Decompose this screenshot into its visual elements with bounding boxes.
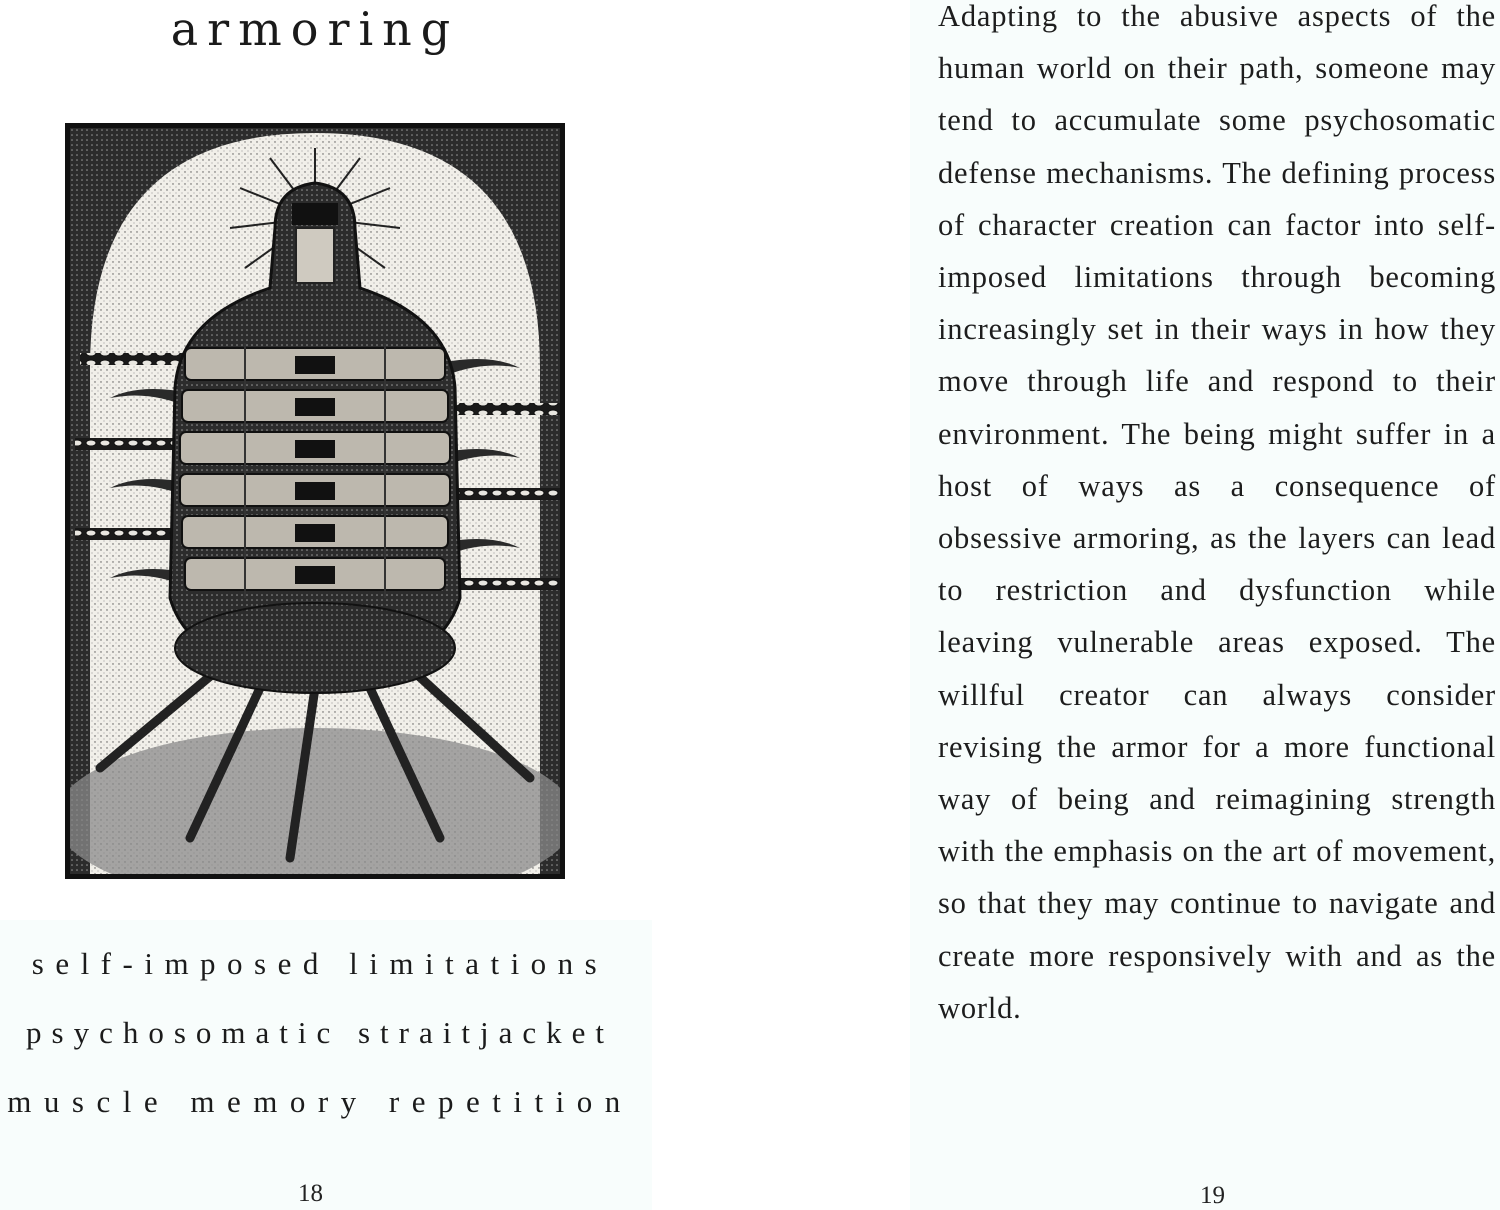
page-number: 19 (1200, 1182, 1225, 1209)
armor-illustration (65, 123, 565, 879)
keywords-panel (0, 920, 652, 1210)
card-title: armoring (170, 2, 460, 56)
keyword-line: self-imposed limitations (31, 946, 609, 981)
keyword-line: psychosomatic straitjacket (26, 1015, 614, 1050)
keyword-line: muscle memory repetition (7, 1084, 633, 1119)
page-number: 18 (298, 1180, 323, 1207)
body-paragraph: Adapting to the abusive aspects of the human world on their path, someone may tend to accumulate some psychosomatic defense mechanisms. The defining process of character creation can factor into self-imposed limitations through becoming increasingly set in their ways in how they move through life and respond to their environment. The being might suffer in a host of ways as a consequence of obsessive armoring, as the layers can lead to restriction and dysfunction while leaving vulnerable areas exposed. The willful creator can always consider revising the armor for a more functional way of being and reimagining strength with the emphasis on the art of movement, so that they may continue to navigate and create more responsively with and as the world. (938, 0, 1496, 1025)
left-page (0, 0, 740, 1210)
